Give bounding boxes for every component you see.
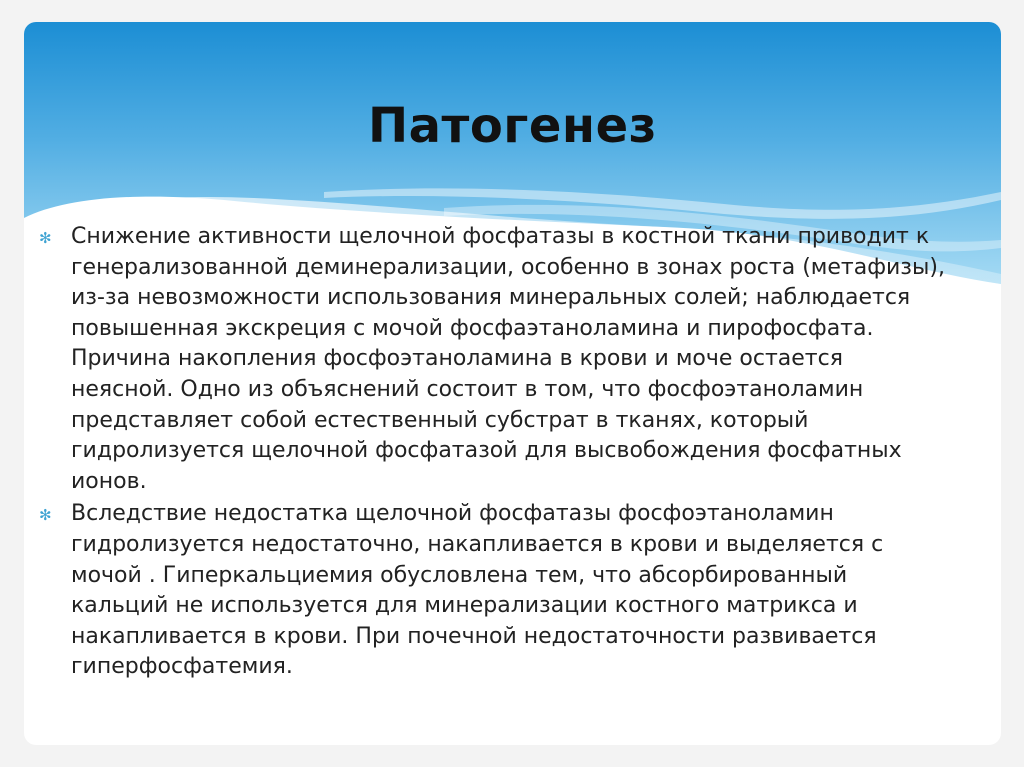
bullet-item [37, 499, 947, 683]
bullet-text: Снижение активности щелочной фосфатазы в костной ткани приводит к генерализованной деминерализации, особенно в зонах роста (метафизы), из-за невозможности использования минеральных солей; наблюдается повышенная экскреция с мочой фосфаэтаноламина и пирофосфата. Причина накопления фосфоэтаноламина в крови и моче остается неясной. Одно из объяснений состоит в том, что фосфоэтаноламин представляет собой естественный субстрат в тканях, который гидролизуется щелочной фосфатазой для высвобождения фосфатных ионов. [71, 224, 945, 494]
bullet-text: Вследствие недостатка щелочной фосфатазы фосфоэтаноламин гидролизуется недостаточно, накапливается в крови и выделяется с мочой . Гиперкальциемия обусловлена тем, что абсорбированный кальций не используется для минерализации костного матрикса и накапливается в крови. При почечной недостаточности развивается гиперфосфатемия. [71, 501, 884, 680]
asterisk-bullet-icon: ✻ [39, 229, 52, 247]
slide-content [37, 222, 947, 685]
bullet-list [37, 222, 947, 683]
bullet-item [37, 222, 947, 497]
asterisk-bullet-icon: ✻ [39, 506, 52, 525]
slide-title: Патогенез [367, 98, 658, 154]
